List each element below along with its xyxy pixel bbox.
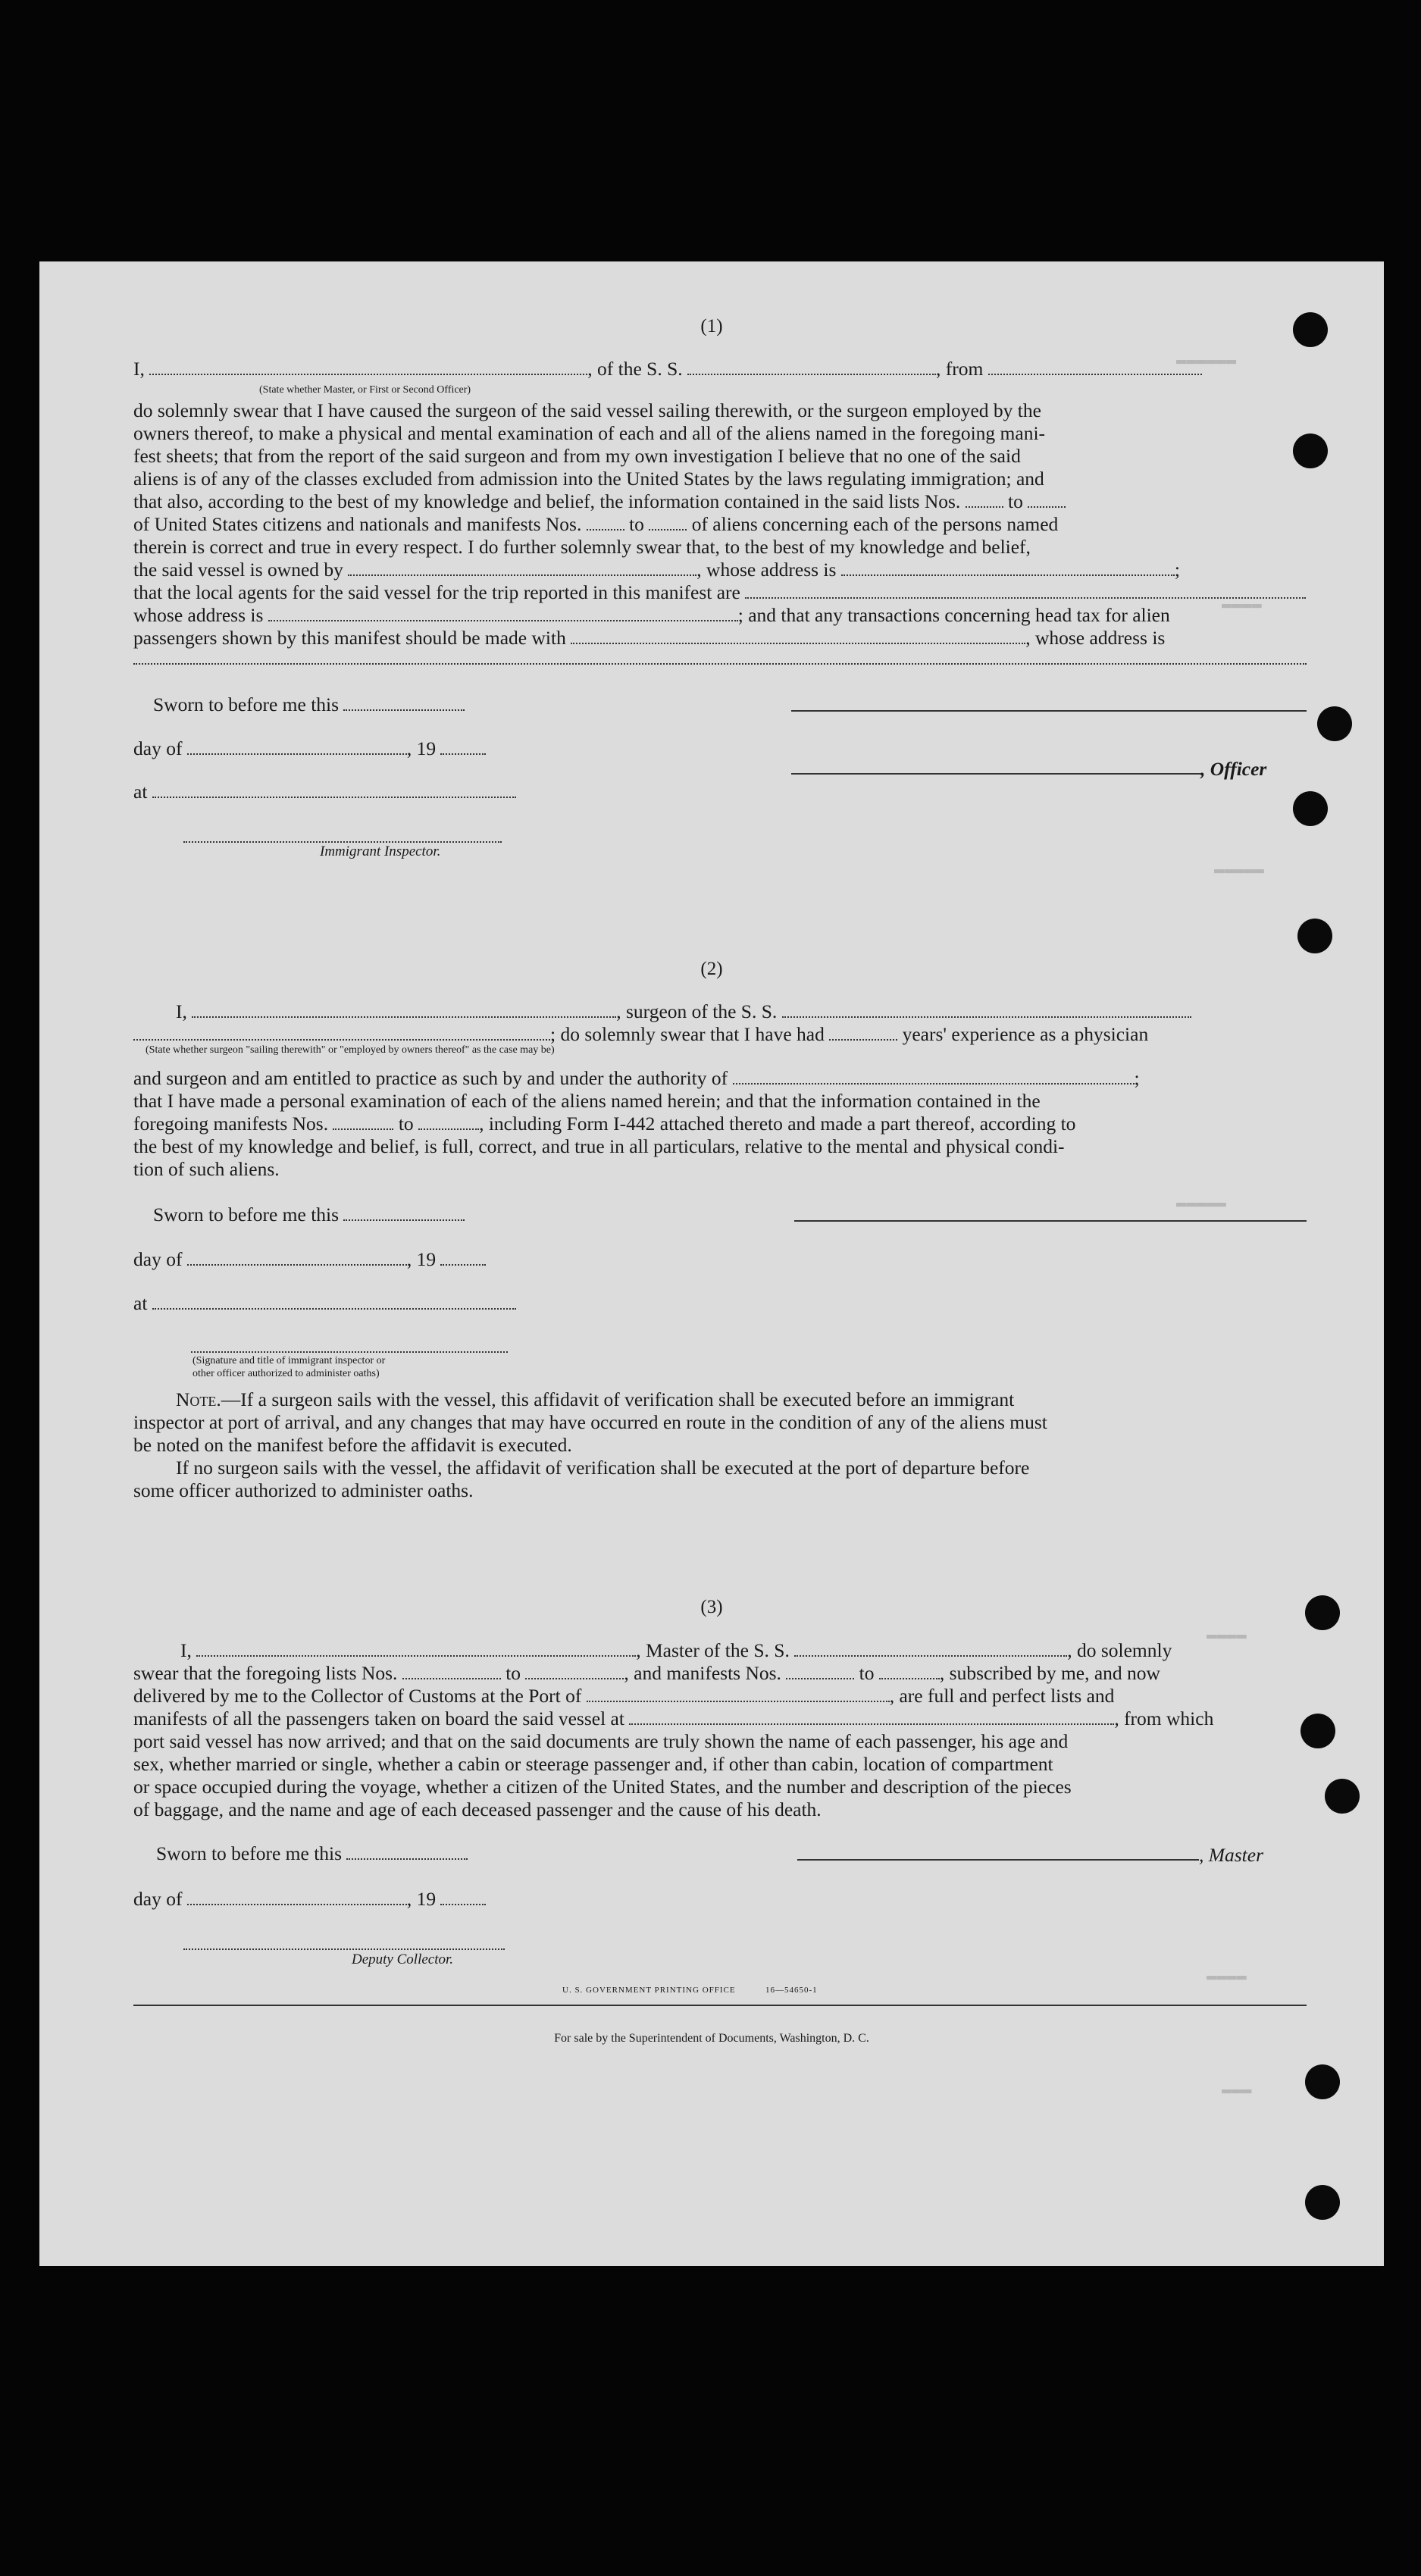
s1-line-1: do solemnly swear that I have caused the surgeon of the said vessel sailing therewith, or the surgeon employed by the bbox=[133, 399, 1041, 421]
s1-line-5 bbox=[133, 490, 1066, 513]
s3-month-blank[interactable] bbox=[187, 1889, 407, 1905]
s2-at-line bbox=[133, 1292, 516, 1315]
s2-manifests-to-blank[interactable] bbox=[418, 1113, 479, 1130]
text-and-manifests: , and manifests Nos. bbox=[624, 1662, 781, 1684]
sig-caption-line-1: (Signature and title of immigrant inspector or bbox=[192, 1355, 386, 1366]
s1-year-blank[interactable] bbox=[440, 738, 486, 755]
section-1-header-line bbox=[133, 358, 1202, 380]
text-semicolon: ; bbox=[1134, 1067, 1140, 1089]
s3-line-1 bbox=[133, 1662, 1160, 1685]
section-1-number: (1) bbox=[700, 316, 723, 336]
s3-line-3 bbox=[133, 1707, 1213, 1730]
text-owned-by: the said vessel is owned by bbox=[133, 559, 343, 581]
text-made-with: passengers shown by this manifest should be made with bbox=[133, 627, 566, 649]
surgeon-name-blank[interactable] bbox=[192, 1001, 616, 1018]
agents-blank[interactable] bbox=[745, 582, 1306, 599]
s3-line-2 bbox=[133, 1685, 1114, 1707]
text-at: at bbox=[133, 781, 148, 803]
text-day-of: day of bbox=[133, 1248, 183, 1270]
text-master-of: , Master of the S. S. bbox=[636, 1639, 790, 1661]
text-whose-address: , whose address is bbox=[696, 559, 837, 581]
s1-line-11 bbox=[133, 627, 1165, 649]
text-from: , from bbox=[936, 358, 984, 380]
s3-lists-to-blank[interactable] bbox=[525, 1663, 624, 1679]
text-do-solemnly: , do solemnly bbox=[1067, 1639, 1172, 1661]
text-to: to bbox=[629, 513, 644, 535]
s1-day-line bbox=[133, 737, 486, 760]
s1-month-blank[interactable] bbox=[187, 738, 407, 755]
text-to: to bbox=[859, 1662, 875, 1684]
s3-line-7: of baggage, and the name and age of each deceased passenger and the cause of his death. bbox=[133, 1798, 822, 1820]
section-3-number: (3) bbox=[700, 1597, 723, 1617]
text-to: to bbox=[1008, 490, 1023, 512]
text-of-aliens: of aliens concerning each of the persons named bbox=[691, 513, 1059, 535]
s1-sworn-line bbox=[153, 693, 465, 716]
note-label: Note. bbox=[176, 1388, 221, 1410]
text-at: at bbox=[133, 1292, 148, 1314]
s1-line-7: therein is correct and true in every respect. I do further solemnly swear that, to the best of my knowledge and belief, bbox=[133, 536, 1031, 558]
authority-blank[interactable] bbox=[733, 1068, 1135, 1085]
s2-year-blank[interactable] bbox=[440, 1249, 486, 1266]
text-lists-nos: that also, according to the best of my knowledge and belief, the information contained in the said lists Nos. bbox=[133, 490, 961, 512]
note-line-3: be noted on the manifest before the affidavit is executed. bbox=[133, 1434, 572, 1456]
s3-line-6: or space occupied during the voyage, whether a citizen of the United States, and the number and description of the pieces bbox=[133, 1776, 1072, 1798]
punch-hole bbox=[1317, 706, 1352, 741]
agents-address-blank[interactable] bbox=[268, 605, 738, 621]
s3-line-5: sex, whether married or single, whether a cabin or steerage passenger and, if other than cabin, location of compartment bbox=[133, 1753, 1053, 1775]
section-2-number: (2) bbox=[700, 959, 723, 979]
s2-line-1 bbox=[133, 1023, 1148, 1046]
text-foregoing-manifests: foregoing manifests Nos. bbox=[133, 1113, 329, 1135]
text-taken-on-board: manifests of all the passengers taken on board the said vessel at bbox=[133, 1707, 624, 1729]
text-i: I, bbox=[176, 1000, 187, 1022]
punch-hole bbox=[1300, 1714, 1335, 1748]
officer-label: , Officer bbox=[1200, 758, 1267, 780]
text-i: I, bbox=[133, 358, 145, 380]
form-number: 16—54650-1 bbox=[765, 1986, 818, 1995]
s2-month-blank[interactable] bbox=[187, 1249, 407, 1266]
s1-line-2: owners thereof, to make a physical and mental examination of each and all of the aliens named in the foregoing mani- bbox=[133, 422, 1046, 444]
caption-master: (State whether Master, or First or Second Officer) bbox=[259, 384, 471, 396]
text-local-agents: that the local agents for the said vessel for the trip reported in this manifest are bbox=[133, 581, 740, 603]
text-year: , 19 bbox=[406, 1888, 437, 1910]
s2-ship-name-blank[interactable] bbox=[782, 1001, 1191, 1018]
s1-line-8 bbox=[133, 559, 1180, 581]
text-from-which: , from which bbox=[1114, 1707, 1214, 1729]
s2-inspector-signature-line[interactable] bbox=[191, 1351, 508, 1353]
s1-officer-signature-line[interactable] bbox=[791, 773, 1200, 775]
s2-manifests-from-blank[interactable] bbox=[333, 1113, 393, 1130]
master-name-blank[interactable] bbox=[149, 358, 587, 375]
surgeon-status-blank[interactable] bbox=[133, 1024, 550, 1041]
s1-at-place-blank[interactable] bbox=[152, 781, 516, 798]
punch-hole bbox=[1305, 2185, 1340, 2220]
s1-line-3: fest sheets; that from the report of the said surgeon and from my own investigation I believe that no one of the said bbox=[133, 445, 1021, 467]
punch-hole bbox=[1293, 312, 1328, 347]
s2-sworn-day-blank[interactable] bbox=[343, 1204, 465, 1221]
s1-at-line bbox=[133, 781, 516, 803]
text-head-tax: ; and that any transactions concerning head tax for alien bbox=[737, 604, 1170, 626]
s3-line-4: port said vessel has now arrived; and that on the said documents are truly shown the name of each passenger, his age and bbox=[133, 1730, 1069, 1752]
s2-line-4 bbox=[133, 1113, 1075, 1135]
s3-lists-from-blank[interactable] bbox=[402, 1663, 501, 1679]
s1-signature-line-1[interactable] bbox=[791, 710, 1307, 712]
head-tax-party-blank[interactable] bbox=[571, 628, 1025, 644]
s3-collector-signature-line[interactable] bbox=[183, 1948, 505, 1950]
s3-master-name-blank[interactable] bbox=[196, 1640, 636, 1657]
s1-line-6 bbox=[133, 513, 1058, 536]
lists-from-blank[interactable] bbox=[966, 491, 1003, 508]
text-full-perfect: , are full and perfect lists and bbox=[889, 1685, 1115, 1707]
text-of-ss: , of the S. S. bbox=[587, 358, 683, 380]
s1-address-continuation-blank[interactable] bbox=[133, 663, 1307, 665]
owner-blank[interactable] bbox=[348, 559, 696, 576]
s2-surgeon-signature-line[interactable] bbox=[794, 1220, 1307, 1222]
punch-hole bbox=[1305, 2064, 1340, 2099]
s2-line-3: that I have made a personal examination of each of the aliens named herein; and that the information contained in the bbox=[133, 1090, 1041, 1112]
s2-line-6: tion of such aliens. bbox=[133, 1158, 280, 1180]
s1-line-4: aliens is of any of the classes excluded from admission into the United States by the laws regulating immigration; and bbox=[133, 468, 1044, 490]
punch-hole bbox=[1305, 1595, 1340, 1630]
for-sale-notice: For sale by the Superintendent of Documents, Washington, D. C. bbox=[554, 2032, 869, 2045]
manifests-to-blank[interactable] bbox=[649, 514, 687, 531]
text-authority-of: and surgeon and am entitled to practice as such by and under the authority of bbox=[133, 1067, 728, 1089]
note-line-4: If no surgeon sails with the vessel, the affidavit of verification shall be executed at the port of departure before bbox=[176, 1457, 1030, 1479]
punch-hole bbox=[1325, 1779, 1360, 1814]
s3-master-signature-line[interactable] bbox=[797, 1859, 1199, 1861]
printing-office-imprint: U. S. GOVERNMENT PRINTING OFFICE bbox=[562, 1986, 736, 1995]
s1-line-9 bbox=[133, 581, 1306, 604]
text-swear-had: ; do solemnly swear that I have had bbox=[550, 1023, 825, 1045]
s1-line-10 bbox=[133, 604, 1170, 627]
text-year: , 19 bbox=[406, 1248, 437, 1270]
note-line-2: inspector at port of arrival, and any changes that may have occurred en route in the condition of any of the aliens must bbox=[133, 1411, 1047, 1433]
text-day-of: day of bbox=[133, 737, 183, 759]
text-to: to bbox=[505, 1662, 521, 1684]
text-sworn: Sworn to before me this bbox=[153, 693, 340, 715]
text-day-of: day of bbox=[133, 1888, 183, 1910]
s3-sworn-day-blank[interactable] bbox=[346, 1843, 468, 1860]
s1-inspector-signature-line[interactable] bbox=[183, 841, 502, 843]
text-form-i442: , including Form I-442 attached thereto and made a part thereof, according to bbox=[479, 1113, 1076, 1135]
s1-sworn-day-blank[interactable] bbox=[343, 694, 465, 711]
text-to: to bbox=[398, 1113, 414, 1135]
s3-day-line bbox=[133, 1888, 486, 1911]
punch-hole bbox=[1293, 434, 1328, 468]
lists-to-blank[interactable] bbox=[1028, 491, 1066, 508]
s3-year-blank[interactable] bbox=[440, 1889, 486, 1905]
note-text-1: —If a surgeon sails with the vessel, this affidavit of verification shall be executed before an immigrant bbox=[221, 1388, 1015, 1410]
form-page: ▬▬▬▬▬▬ ▬▬▬▬ ▬▬▬▬▬ ▬▬▬▬▬ ▬▬▬▬ ▬▬▬▬ ▬▬▬ (1) I, , of the S. S. , from (State whether Master, or First or Second Officer) do solemnly swear that I have caused the surgeon of the said vessel sailing therewith, or the surgeon employed by the owners thereof, to make a physical and mental examination of each and all of the aliens named in the foregoing mani- fest sheets; that from the report of the said surgeon and from my own investigation I believe that no one of the said aliens is of any of the classes excluded from admission into the United States by the laws regulating immigration; and that also, according to the best of my knowledge and belief, the information contained in the said lists Nos. to of United States citizens and nationals and manifests Nos. to of aliens concerning each of the persons named therein is correct and true in every respect. I do further solemnly swear that, to the best of my knowledge and belief, the said vessel is owned by , whose address is ; that the local agents for the said vessel for the trip reported in this manifest are whose address is ; and that any transactions concerning head tax for alien passengers shown by this manifest should be made with , whose address is Sworn to before me this day of , 19 , Officer at Immigrant Inspector. (2) I, , surgeon of the S. S. ; do solemnly swear that I have had years' experience as a physician (State whether surgeon "sailing therewith" or "employed by owners thereof" as the case may be) and surgeon and am entitled to practice as such by and under the authority of ; that I have made a personal examination of each of the aliens named herein; and that the information contained in the foregoing manifests Nos. to , including Form I-442 attached thereto and made a part thereof, according to the best of my knowledge and belief, is full, correct, and true in all particulars, relative to the mental and physical condi- tion of such aliens. Sworn to before me this day of , 19 at (Signature and title of immigrant inspector or other officer authorized to administer oaths) Note.—If a surgeon sails with the vessel, this affidavit of verification shall be executed before an immigrant inspector at port of arrival, and any changes that may have occurred en route in the condition of any of the aliens must be noted on the manifest before the affidavit is executed. If no surgeon sails with the vessel, the affidavit of verification shall be executed at the port of departure before some officer authorized to administer oaths. (3) I, , Master of the S. S. , do solemnly swear that the foregoing lists Nos. to , and manifests Nos. to , subscribed by me, and now delivered by me to the Collector of Customs at the Port of , are full and perfect lists and manifests of all the passengers taken on board the said vessel at , from which port said vessel has now arrived; and that on the said documents are truly shown the name of each passenger, his age and sex, whether married or single, whether a cabin or steerage passenger and, if other than cabin, location of compartment or space occupied during the voyage, whether a citizen of the United States, and the number and description of the pieces of baggage, and the name and age of each deceased passenger and the cause of his death. Sworn to before me this , Master day of , 19 Deputy Collector. U. S. GOVERNMENT PRINTING OFFICE 16—54650-1 For sale by the Superintendent of Documents, Washington, D. C. bbox=[39, 261, 1384, 2266]
text-port-of: delivered by me to the Collector of Customs at the Port of bbox=[133, 1685, 582, 1707]
s2-day-line bbox=[133, 1248, 486, 1271]
text-year: , 19 bbox=[406, 737, 437, 759]
text-sworn: Sworn to before me this bbox=[153, 1203, 340, 1225]
sig-caption-line-2: other officer authorized to administer oaths) bbox=[192, 1368, 380, 1379]
s2-line-2 bbox=[133, 1067, 1140, 1090]
text-foregoing-lists: swear that the foregoing lists Nos. bbox=[133, 1662, 398, 1684]
s3-port-blank[interactable] bbox=[587, 1686, 890, 1702]
s3-manifests-from-blank[interactable] bbox=[786, 1663, 854, 1679]
text-i: I, bbox=[180, 1639, 192, 1661]
footer-rule bbox=[133, 2005, 1307, 2006]
deputy-collector-label: Deputy Collector. bbox=[352, 1952, 454, 1967]
from-port-blank[interactable] bbox=[988, 358, 1202, 375]
s2-line-5: the best of my knowledge and belief, is full, correct, and true in all particulars, relative to the mental and physical condi- bbox=[133, 1135, 1065, 1157]
note-line-5: some officer authorized to administer oaths. bbox=[133, 1479, 474, 1501]
years-experience-blank[interactable] bbox=[829, 1024, 897, 1041]
master-label: , Master bbox=[1199, 1844, 1263, 1866]
s3-sworn-line bbox=[156, 1842, 468, 1865]
text-subscribed: , subscribed by me, and now bbox=[939, 1662, 1160, 1684]
text-semicolon: ; bbox=[1174, 559, 1180, 581]
s3-ship-name-blank[interactable] bbox=[794, 1640, 1067, 1657]
text-surgeon-of: , surgeon of the S. S. bbox=[616, 1000, 778, 1022]
text-manifests-nos: of United States citizens and nationals and manifests Nos. bbox=[133, 513, 582, 535]
punch-hole bbox=[1297, 919, 1332, 953]
text-whose-address-is: whose address is bbox=[133, 604, 264, 626]
caption-surgeon: (State whether surgeon "sailing therewith" or "employed by owners thereof" as the case may be) bbox=[146, 1044, 555, 1056]
section-2-header-line bbox=[176, 1000, 1191, 1023]
immigrant-inspector-label: Immigrant Inspector. bbox=[320, 844, 441, 859]
s3-manifests-to-blank[interactable] bbox=[879, 1663, 940, 1679]
s3-departure-port-blank[interactable] bbox=[629, 1708, 1114, 1725]
s2-at-place-blank[interactable] bbox=[152, 1293, 516, 1310]
owner-address-blank[interactable] bbox=[841, 559, 1175, 576]
note-line-1 bbox=[176, 1388, 1014, 1411]
section-3-header-line bbox=[180, 1639, 1172, 1662]
ship-name-blank[interactable] bbox=[687, 358, 936, 375]
text-sworn: Sworn to before me this bbox=[156, 1842, 343, 1864]
text-years-experience: years' experience as a physician bbox=[902, 1023, 1149, 1045]
s2-sworn-line bbox=[153, 1203, 465, 1226]
manifests-from-blank[interactable] bbox=[587, 514, 624, 531]
text-whose-address-is: , whose address is bbox=[1025, 627, 1166, 649]
punch-hole bbox=[1293, 791, 1328, 826]
